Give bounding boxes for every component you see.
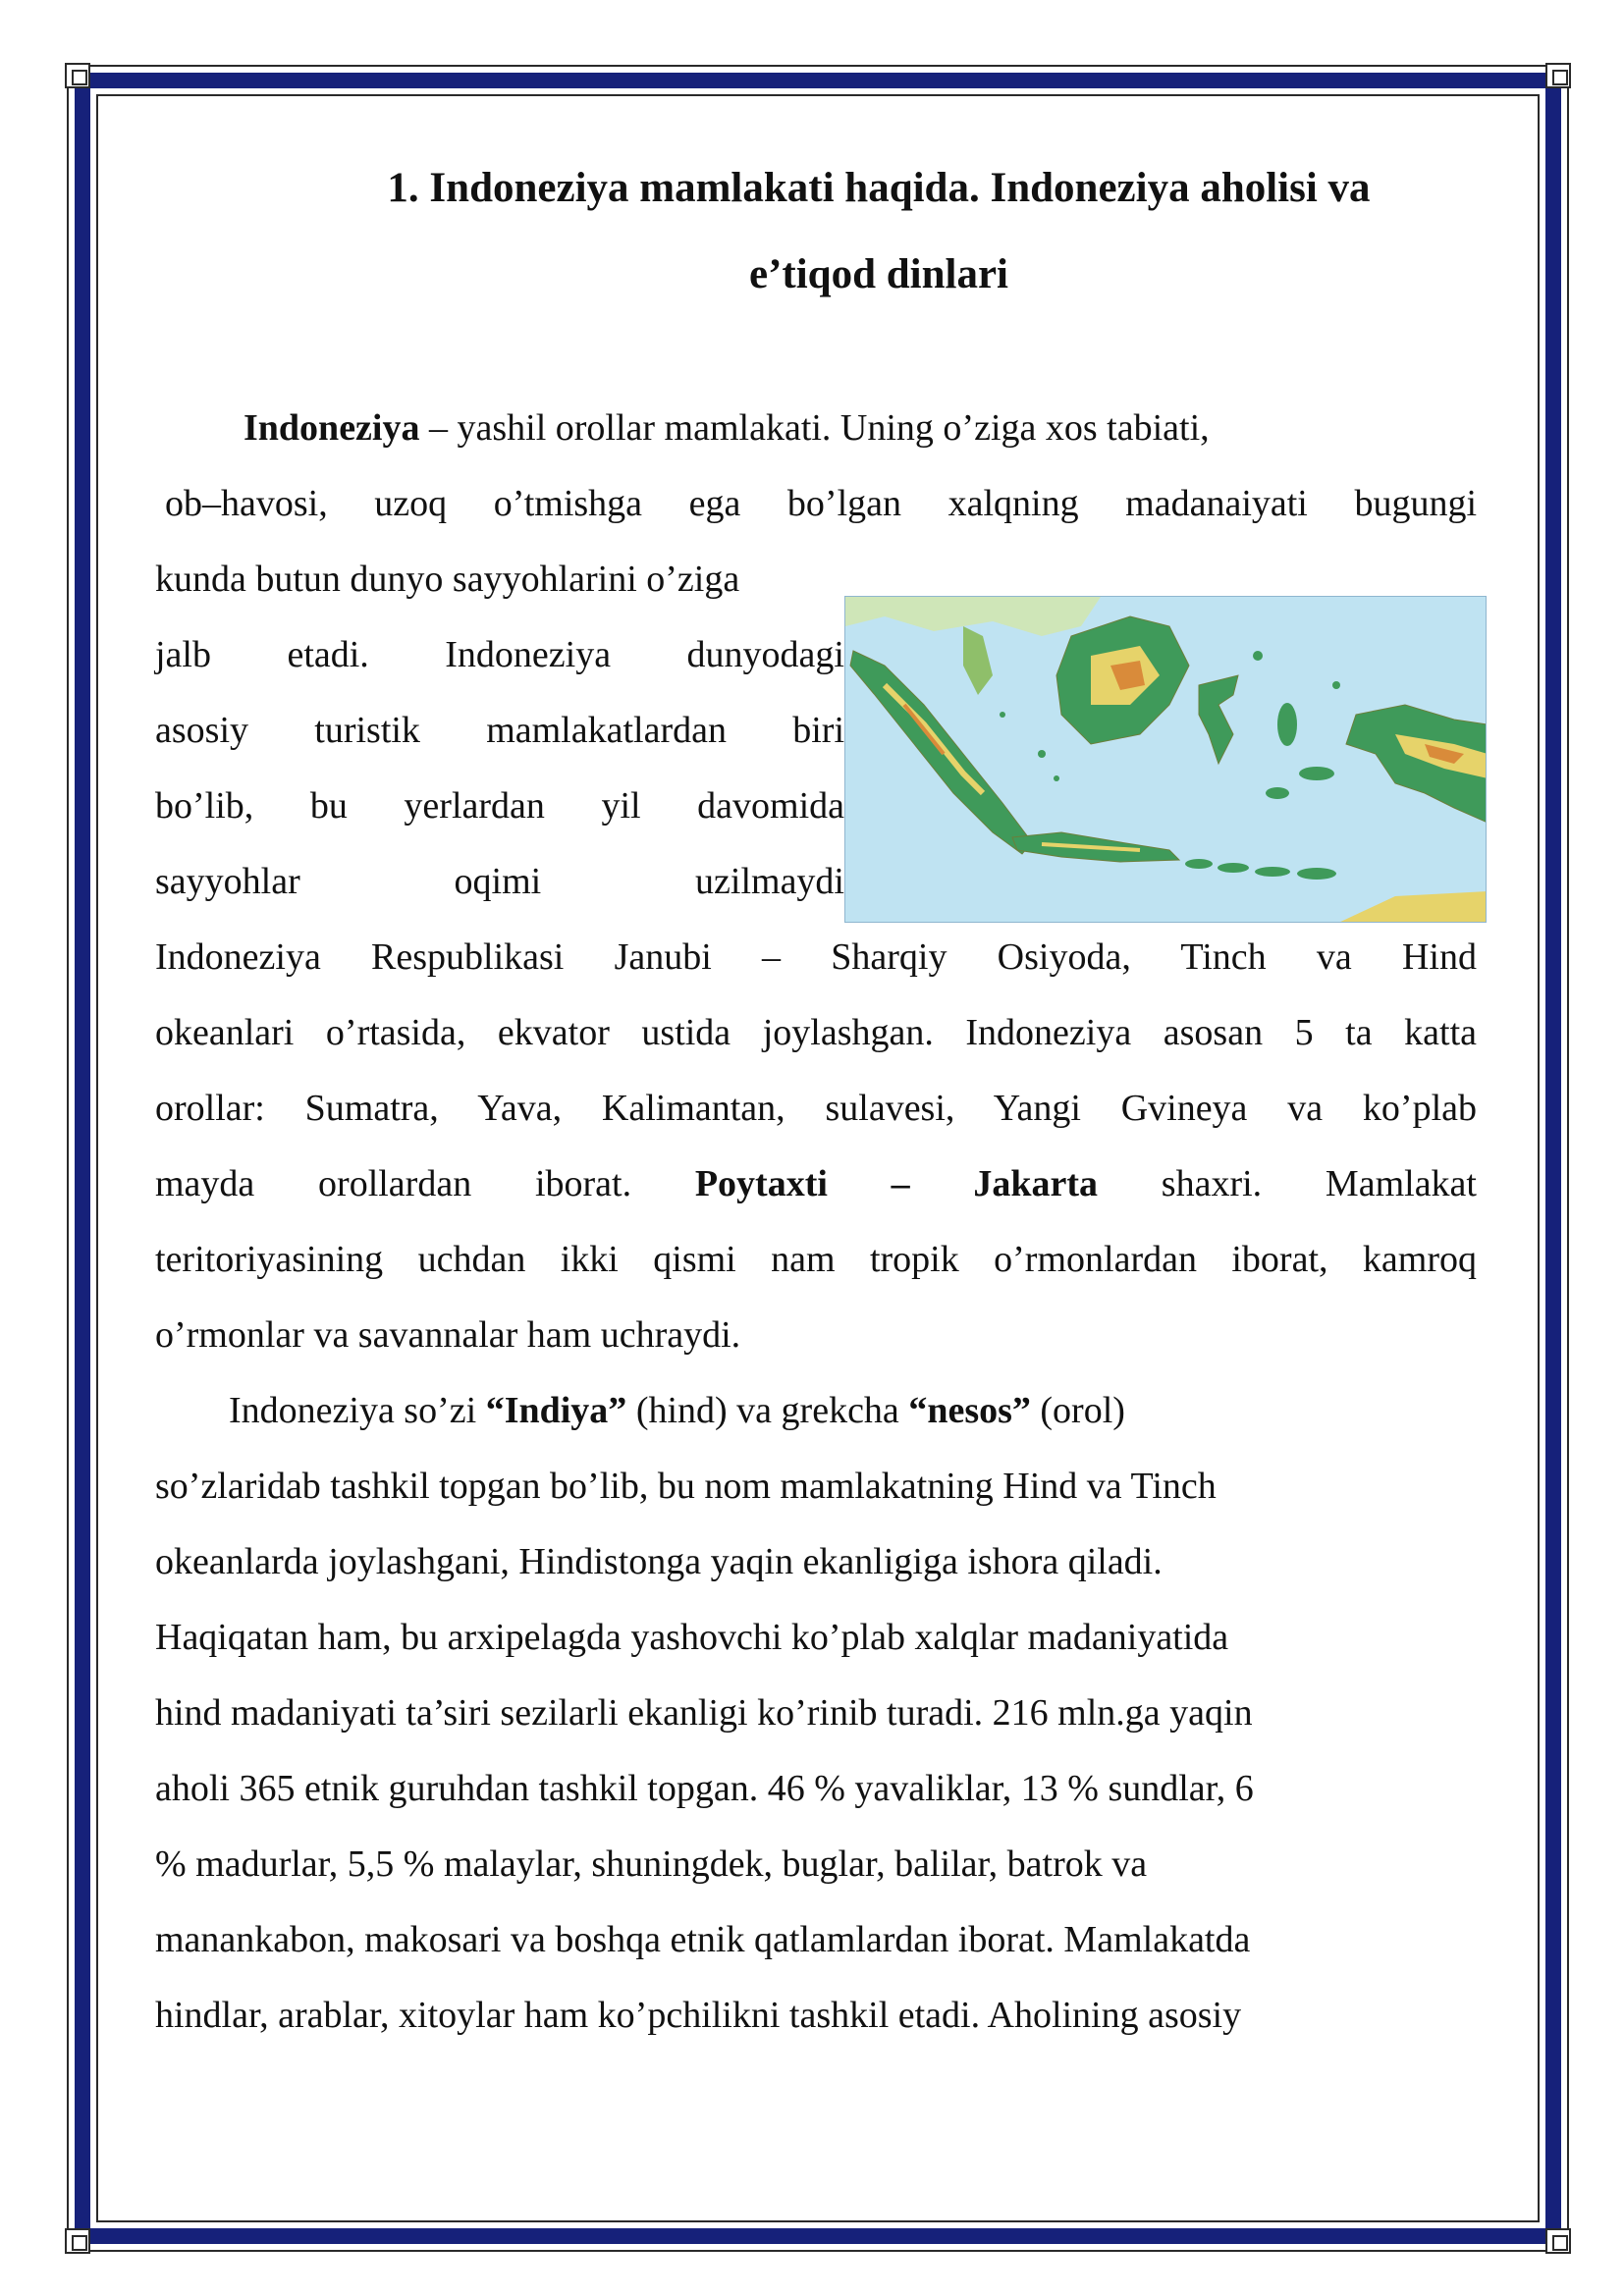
p1-line-13: o’rmonlar va savannalar ham uchraydi. bbox=[155, 1314, 741, 1356]
p2-line-9: hindlar, arablar, xitoylar ham ko’pchilikni tashkil etadi. Aholining asosiy bbox=[155, 1995, 1242, 2036]
bold-term-capital: Poytaxti – Jakarta bbox=[694, 1163, 1099, 1204]
corner-ornament-top-right bbox=[1545, 63, 1571, 88]
page-title bbox=[216, 145, 1542, 318]
bold-term-indiya: “Indiya” bbox=[485, 1390, 627, 1431]
p2-line-8: manankabon, makosari va boshqa etnik qatlamlardan iborat. Mamlakatda bbox=[155, 1919, 1251, 1960]
p2-line-6: aholi 365 etnik guruhdan tashkil topgan. 46 % yavaliklar, 13 % sundlar, 6 bbox=[155, 1768, 1254, 1809]
p2-line-4: Haqiqatan ham, bu arxipelagda yashovchi ko’plab xalqlar madaniyatida bbox=[155, 1617, 1229, 1658]
p1-line-6: bo’lib, bu yerlardan yil davomida bbox=[155, 785, 844, 827]
corner-ornament-top-left bbox=[65, 63, 90, 88]
corner-ornament-bottom-right bbox=[1545, 2228, 1571, 2254]
p1-line-10: orollar: Sumatra, Yava, Kalimantan, sulavesi, Yangi Gvineya va ko’plab bbox=[155, 1088, 1477, 1129]
p2-line-7: % madurlar, 5,5 % malaylar, shuningdek, buglar, balilar, batrok va bbox=[155, 1843, 1148, 1885]
bold-term-nesos: “nesos” bbox=[908, 1390, 1031, 1431]
p1-line-1: Indoneziya – yashil orollar mamlakati. Uning o’ziga xos tabiati, bbox=[244, 407, 1210, 449]
p1-line-9: okeanlari o’rtasida, ekvator ustida joylashgan. Indoneziya asosan 5 ta katta bbox=[155, 1012, 1477, 1053]
p2-line-1: Indoneziya so’zi “Indiya” (hind) va grekcha “nesos” (orol) bbox=[229, 1390, 1125, 1431]
title-line-2: e’tiqod dinlari bbox=[748, 251, 1008, 297]
p2-line-3: okeanlarda joylashgani, Hindistonga yaqin ekanligiga ishora qiladi. bbox=[155, 1541, 1163, 1582]
p1-line-2: ob–havosi, uzoq o’tmishga ega bo’lgan xalqning madanaiyati bugungi bbox=[165, 483, 1477, 524]
title-line-1: 1. Indoneziya mamlakati haqida. Indoneziya aholisi va bbox=[387, 165, 1371, 211]
p1-line-7: sayyohlar oqimi uzilmaydi bbox=[155, 861, 844, 902]
indonesia-map-graphic bbox=[845, 597, 1487, 923]
p1-line-8: Indoneziya Respublikasi Janubi – Sharqiy Osiyoda, Tinch va Hind bbox=[155, 936, 1477, 978]
corner-ornament-bottom-left bbox=[65, 2228, 90, 2254]
indonesia-map-image bbox=[844, 596, 1487, 923]
p1-line-5: asosiy turistik mamlakatlardan biri bbox=[155, 710, 844, 751]
bold-term-indoneziya: Indoneziya bbox=[244, 407, 420, 449]
p2-line-5: hind madaniyati ta’siri sezilarli ekanligi ko’rinib turadi. 216 mln.ga yaqin bbox=[155, 1692, 1253, 1734]
p1-line-4: jalb etadi. Indoneziya dunyodagi bbox=[155, 634, 844, 675]
p1-line-12: teritoriyasining uchdan ikki qismi nam tropik o’rmonlardan iborat, kamroq bbox=[155, 1239, 1477, 1280]
p1-line-11: mayda orollardan iborat. Poytaxti – Jakarta shaxri. Mamlakat bbox=[155, 1163, 1477, 1204]
p1-line-3: kunda butun dunyo sayyohlarini o’ziga bbox=[155, 559, 740, 600]
p2-line-2: so’zlaridab tashkil topgan bo’lib, bu nom mamlakatning Hind va Tinch bbox=[155, 1466, 1217, 1507]
